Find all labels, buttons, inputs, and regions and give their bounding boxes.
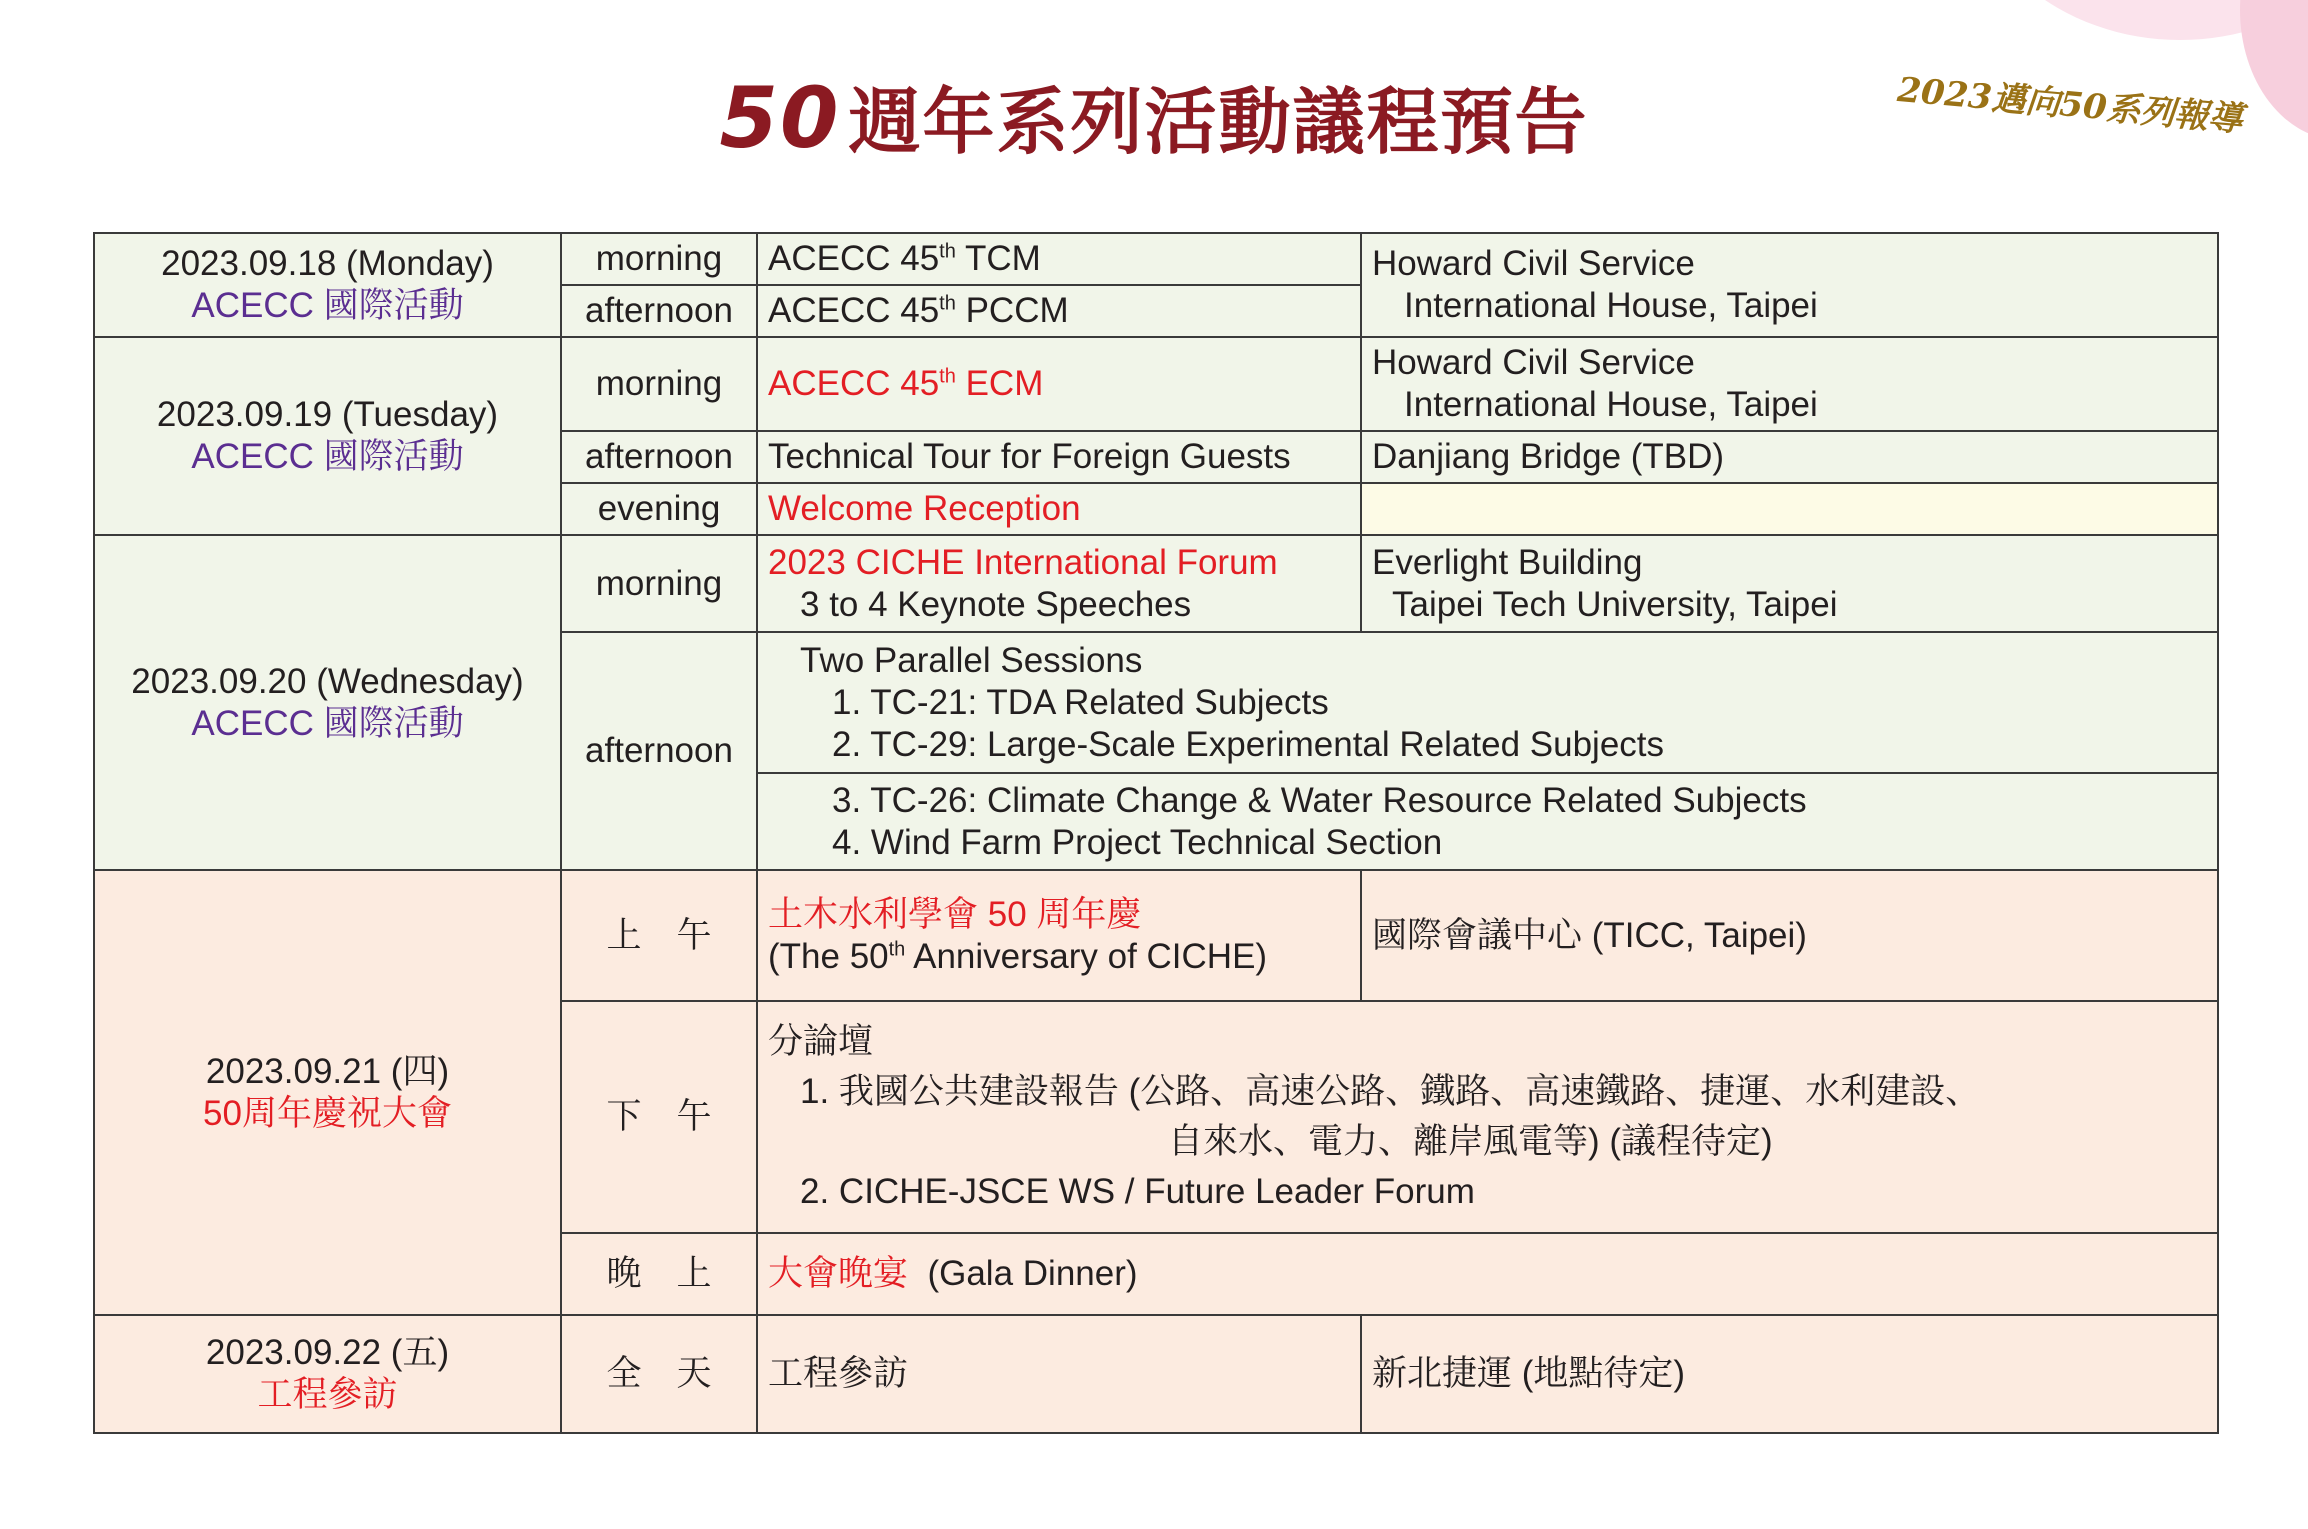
period-cell: 上 午 (561, 870, 757, 1001)
activity-cell: ACECC 45th PCCM (757, 285, 1361, 337)
date-text: 2023.09.20 (Wednesday) (131, 661, 524, 701)
activity-cell: 大會晚宴 (Gala Dinner) (757, 1233, 2218, 1315)
period-cell: 下 午 (561, 1001, 757, 1233)
sessions-cell: Two Parallel Sessions 1. TC-21: TDA Related Subjects 2. TC-29: Large-Scale Experimental Related Subjects (757, 632, 2218, 773)
sessions-cell: 3. TC-26: Climate Change & Water Resource Related Subjects 4. Wind Farm Project Technical Section (757, 773, 2218, 870)
series-label: 2023邁向50系列報導 (1895, 69, 2244, 140)
date-cell (94, 337, 561, 535)
table-row (94, 337, 2218, 431)
period-cell: afternoon (561, 431, 757, 483)
table-row (94, 1315, 2218, 1433)
activity-cell: ACECC 45th TCM (757, 233, 1361, 285)
activity-cell: 2023 CICHE International Forum 3 to 4 Keynote Speeches (757, 535, 1361, 632)
activity-cell: 工程參訪 (757, 1315, 1361, 1433)
activity-cell: Welcome Reception (757, 483, 1361, 535)
period-cell: afternoon (561, 285, 757, 337)
activity-cell: 土木水利學會 50 周年慶 (The 50th Anniversary of CICHE) (757, 870, 1361, 1001)
agenda-table (93, 232, 2219, 1434)
period-cell: 晚 上 (561, 1233, 757, 1315)
table-row (94, 233, 2218, 285)
forum-cell: 分論壇 1. 我國公共建設報告 (公路、高速公路、鐵路、高速鐵路、捷運、水利建設、 自來水、電力、離岸風電等) (議程待定) 2. CICHE-JSCE WS / Future Leader Forum (757, 1001, 2218, 1233)
location-cell: 國際會議中心 (TICC, Taipei) (1361, 870, 2218, 1001)
event-label: 50周年慶祝大會 (203, 1093, 452, 1133)
location-cell: Howard Civil Service International House, Taipei (1361, 337, 2218, 431)
date-cell (94, 870, 561, 1315)
date-text: 2023.09.19 (Tuesday) (156, 395, 499, 434)
activity-cell: Technical Tour for Foreign Guests (757, 431, 1361, 483)
activity-cell: ACECC 45th ECM (757, 337, 1361, 431)
event-label: ACECC 國際活動 (191, 437, 464, 476)
table-row (94, 870, 2218, 1001)
period-cell: afternoon (561, 632, 757, 870)
date-cell (94, 1315, 561, 1433)
event-label: ACECC 國際活動 (191, 286, 464, 325)
period-cell: evening (561, 483, 757, 535)
period-cell: morning (561, 535, 757, 632)
location-cell: Everlight Building Taipei Tech University, Taipei (1361, 535, 2218, 632)
period-cell: morning (561, 233, 757, 285)
date-text: 2023.09.22 (五) (205, 1333, 450, 1372)
location-cell: Danjiang Bridge (TBD) (1361, 431, 2218, 483)
event-label: ACECC 國際活動 (191, 703, 464, 743)
period-cell: 全 天 (561, 1315, 757, 1433)
date-text: 2023.09.21 (四) (205, 1051, 450, 1091)
location-cell: 新北捷運 (地點待定) (1361, 1315, 2218, 1433)
event-label: 工程參訪 (257, 1375, 398, 1414)
location-cell (1361, 483, 2218, 535)
title-number: 50 (719, 69, 841, 167)
date-cell (94, 233, 561, 337)
table-row (94, 535, 2218, 632)
period-cell: morning (561, 337, 757, 431)
date-cell (94, 535, 561, 870)
location-cell: Howard Civil Service International House, Taipei (1361, 233, 2218, 337)
date-text: 2023.09.18 (Monday) (161, 244, 494, 283)
title-text: 週年系列活動議程預告 (848, 80, 1589, 164)
